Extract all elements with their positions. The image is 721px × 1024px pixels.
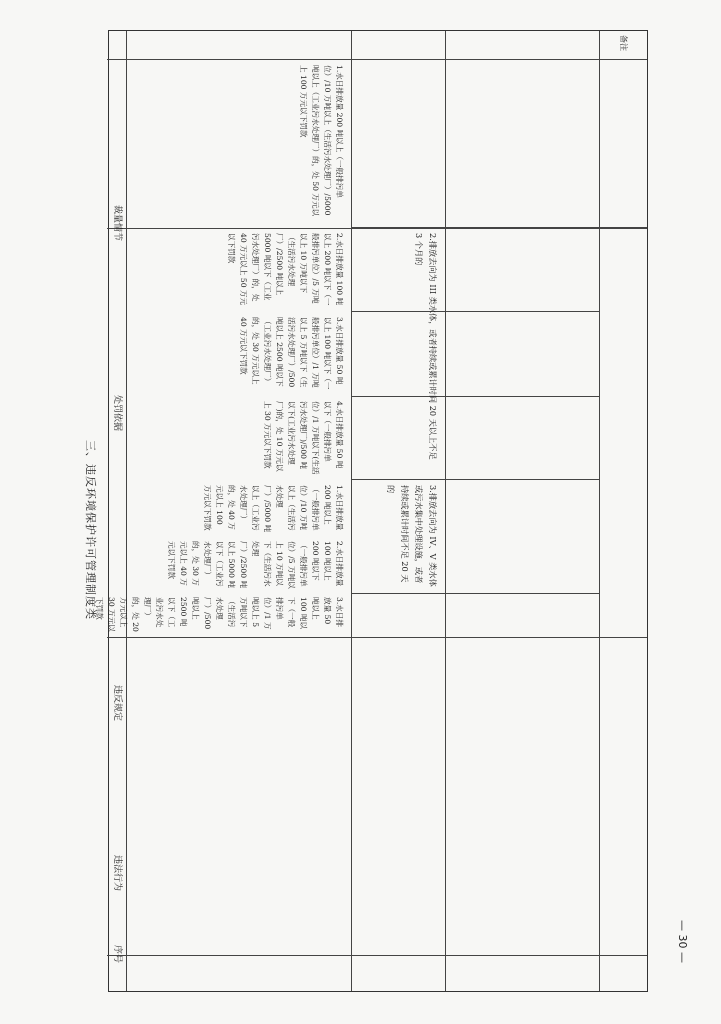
row-line-d	[352, 479, 600, 480]
measure-cell: 1.水日排放量 200 吨以上（一般排污单位）/10 万吨以上（生活污水处理厂）/5000 吨以上（工业污水处理厂）的，处 40 万元以上 100 万元以下罚款	[203, 485, 344, 533]
header-spacer	[107, 31, 127, 475]
penalty-table	[95, 30, 648, 992]
header-basis: 处罚依据	[112, 395, 122, 432]
section-title: 三、违反环境保护许可管理制度类	[84, 440, 97, 620]
measure-cell: 2.水日排放量 100 吨以上 200 吨以下（一般排污单位）/5 万吨以上 10 万吨以下（生活污水处理厂）/2500 吨以上 5000 吨以下（工业污水处理厂）的，处 30 万元以上 40 万元以下罚款	[167, 541, 344, 589]
column-line-basis	[107, 955, 647, 956]
header-note: 备注	[619, 35, 628, 51]
header-circumstance: 裁量情节	[112, 205, 122, 242]
circumstance-cell: 2.排放去向为 III 类水体，或者持续或累计时间 20 天以上不足 3 个月的	[414, 233, 438, 460]
measure-cell: 3.水日排放量 50 吨以上 100 吨以下（一般排污单位）/1 万吨以上 5 万吨以下（生活污水处理厂）/500 吨以上 2500 吨以下（工业污水处理厂）的，处 30 万元以上 40 万元以下罚款	[239, 317, 344, 390]
measure-cell: 1.水日排放量 200 吨以上（一般排污单位）/10 万吨以上（生活污水处理厂）/5000 吨以上（工业污水处理厂）的，处 50 万元以上 100 万元以下罚款	[299, 65, 344, 217]
header-violation: 违法行为	[112, 855, 122, 892]
measure-cell: 3.水日排放量 50 吨以上 100 吨以下（一般排污单位）/1 万吨以上 5 万吨以下（生活污水处理厂）/500 吨以上 2500 吨以下（工业污水处理厂）的，处 20 万元以上 30 万元以下罚款	[95, 597, 344, 632]
page-number: — 30 —	[676, 920, 689, 963]
row-line-a	[352, 227, 647, 228]
measure-cell: 4.水日排放量 50 吨以下（一般排污单位）/1 万吨以下(生活污水处理厂)/500 吨以下(工业污水处理厂)的，处 10 万元以上 30 万元以下罚款	[263, 401, 344, 475]
header-index: 序号	[112, 945, 122, 964]
column-line-measure-circumstance	[351, 31, 352, 991]
column-line-regulation	[107, 637, 647, 638]
row-line-e	[352, 593, 600, 594]
circumstance-cell: 3.排放去向为 IV、V 类水体或污水集中处理设施，或者持续或累计时间不足 20 天的	[386, 485, 438, 587]
measure-cell: 2.水日排放量 100 吨以上 200 吨以下（一般排污单位）/5 万吨以上 10 万吨以下（生活污水处理厂）/2500 吨以上 5000 吨以下（工业污水处理厂）的，处 40 万元以上 50 万元以下罚款	[227, 233, 344, 306]
header-regulation: 违反规定	[112, 685, 122, 722]
column-line-note	[599, 31, 600, 991]
column-line-index	[107, 59, 647, 60]
column-line-circumstance-basis	[445, 31, 446, 991]
